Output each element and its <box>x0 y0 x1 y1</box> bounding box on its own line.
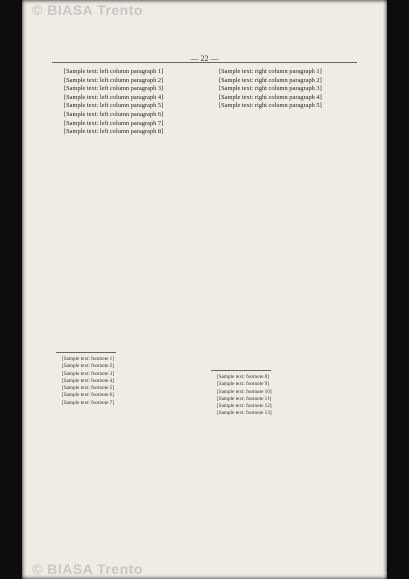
scanned-page <box>22 0 387 579</box>
paragraph: [Sample text: left column paragraph 1] <box>64 68 164 75</box>
footnote: [Sample text: footnote 9] <box>217 381 270 388</box>
viewer-left-margin <box>0 0 22 579</box>
footnote-rule <box>56 352 116 353</box>
left-text-column <box>56 68 206 137</box>
paragraph: [Sample text: right column paragraph 5] <box>219 102 322 110</box>
paragraph: [Sample text: right column paragraph 4] <box>219 93 322 101</box>
right-text-column <box>211 68 361 111</box>
footnote: [Sample text: footnote 1] <box>62 356 115 362</box>
footnote: [Sample text: footnote 11] <box>217 395 272 402</box>
paragraph: [Sample text: left column paragraph 8] <box>64 128 164 136</box>
footnote: [Sample text: footnote 5] <box>62 385 115 392</box>
paragraph: [Sample text: left column paragraph 7] <box>64 119 164 127</box>
page-number: — 22 — <box>190 54 219 63</box>
header-rule <box>52 62 357 63</box>
footnote: [Sample text: footnote 6] <box>62 392 115 399</box>
footnote: [Sample text: footnote 12] <box>217 403 272 410</box>
footnote: [Sample text: footnote 4] <box>62 377 115 384</box>
footnote: [Sample text: footnote 2] <box>62 363 115 370</box>
paragraph: [Sample text: left column paragraph 6] <box>64 110 164 118</box>
viewer-right-margin <box>387 0 409 579</box>
paragraph: [Sample text: left column paragraph 2] <box>64 76 164 84</box>
paragraph: [Sample text: right column paragraph 2] <box>219 76 322 84</box>
paragraph: [Sample text: left column paragraph 4] <box>64 93 164 101</box>
watermark-bottom: © BIASA Trento <box>32 561 143 577</box>
footnotes-left <box>56 356 206 407</box>
paragraph: [Sample text: right column paragraph 3] <box>219 85 322 93</box>
paragraph: [Sample text: right column paragraph 1] <box>219 68 322 75</box>
footnotes-right <box>211 374 361 418</box>
paragraph: [Sample text: left column paragraph 5] <box>64 102 164 110</box>
footnote: [Sample text: footnote 8] <box>217 374 270 380</box>
footnote: [Sample text: footnote 7] <box>62 399 115 406</box>
footnote: [Sample text: footnote 10] <box>217 388 272 395</box>
paragraph: [Sample text: left column paragraph 3] <box>64 85 164 93</box>
footnote-rule <box>211 370 271 371</box>
footnote: [Sample text: footnote 13] <box>217 410 272 417</box>
footnote: [Sample text: footnote 3] <box>62 370 115 377</box>
watermark-top: © BIASA Trento <box>32 2 143 18</box>
